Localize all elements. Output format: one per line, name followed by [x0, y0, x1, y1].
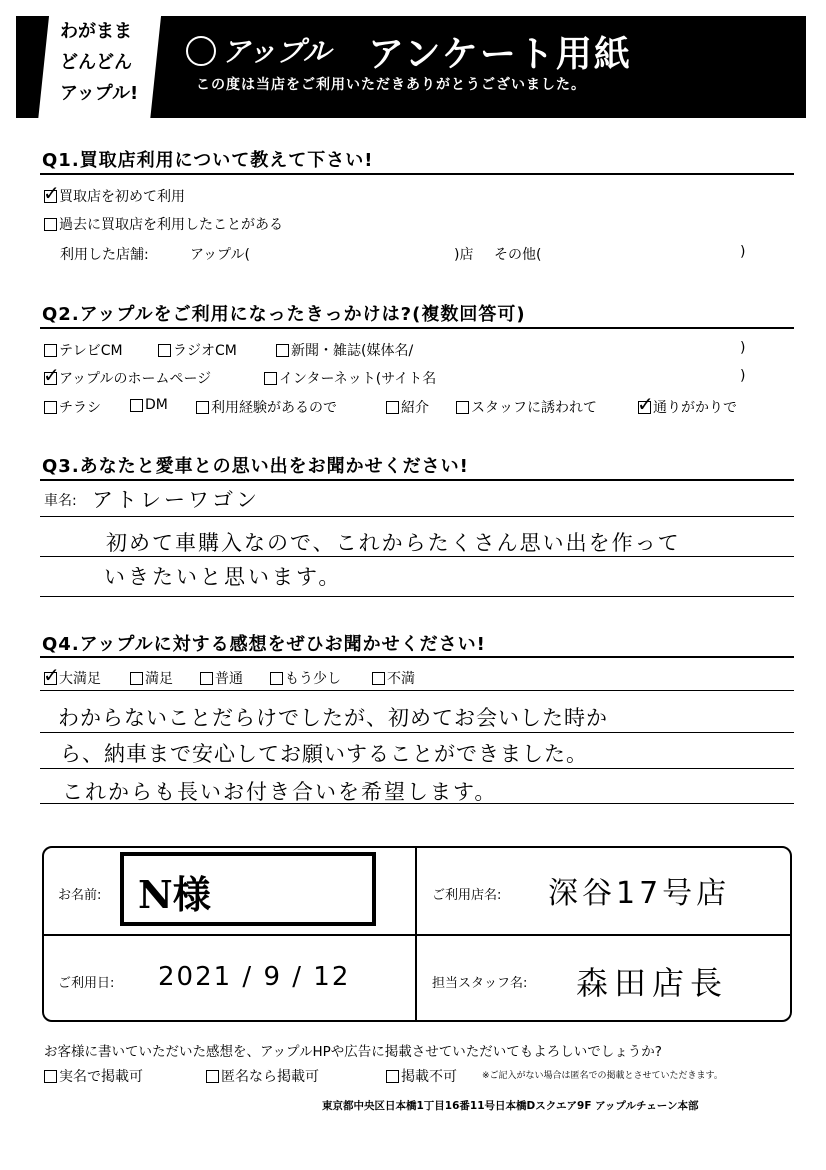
option-label: DM: [145, 397, 168, 413]
q2-option-radio[interactable]: [158, 340, 237, 360]
q1-store-prefix: 利用した店舗:: [60, 247, 149, 263]
option-label: アップルのホームページ: [59, 371, 212, 387]
q2-option-passing-by[interactable]: [637, 391, 737, 417]
badge-line-2: どんどん: [60, 52, 132, 73]
q1-rule: [40, 173, 794, 175]
info-box-hdivider: [44, 934, 790, 936]
checkbox[interactable]: [206, 1070, 219, 1083]
check-mark-icon: ✓: [637, 391, 654, 416]
q3-line-3: [40, 596, 794, 597]
checkbox[interactable]: [456, 401, 469, 414]
option-label: 掲載不可: [401, 1069, 457, 1085]
badge-line-1: わがまま: [60, 21, 132, 42]
checkbox[interactable]: [130, 399, 143, 412]
option-label: もう少し: [285, 671, 341, 687]
check-mark-icon: ✓: [43, 662, 60, 687]
checkbox[interactable]: [44, 401, 57, 414]
name-label: お名前:: [58, 888, 102, 903]
staff-value: 森田店長: [576, 964, 729, 1002]
checkbox[interactable]: [44, 218, 57, 231]
option-label: 匿名なら掲載可: [221, 1069, 319, 1085]
checkbox[interactable]: [158, 344, 171, 357]
option-label: 実名で掲載可: [59, 1069, 143, 1085]
checkbox[interactable]: [196, 401, 209, 414]
header-badge-text: [60, 16, 156, 109]
q1-store-apple-close: )店: [454, 247, 474, 263]
option-label: 新聞・雑誌(媒体名/: [291, 343, 414, 359]
option-label: 過去に買取店を利用したことがある: [59, 217, 283, 233]
q4-answer-line-1: わからないことだらけでしたが、初めてお会いした時か: [58, 706, 608, 730]
q1-store-other: その他(: [494, 247, 542, 263]
q4-line-1: [40, 690, 794, 691]
option-label: 不満: [387, 671, 415, 687]
q4-line-2: [40, 732, 794, 733]
checkbox[interactable]: [43, 180, 60, 205]
option-label: 満足: [145, 671, 173, 687]
date-label: ご利用日:: [58, 976, 115, 991]
q2-row1-close: ): [740, 340, 746, 356]
q2-option-tv[interactable]: [44, 340, 123, 360]
q1-title: Q1.買取店利用について教えて下さい!: [42, 150, 374, 171]
header-subtitle: この度は当店をご利用いただきありがとうございました。: [196, 77, 586, 93]
consent-question: お客様に書いていただいた感想を、アップルHPや広告に掲載させていただいてもよろしいでしょうか?: [44, 1044, 662, 1060]
staff-label: 担当スタッフ名:: [432, 976, 528, 991]
option-label: ラジオCM: [173, 343, 237, 359]
option-label: 紹介: [401, 400, 429, 416]
q2-option-newspaper[interactable]: [276, 340, 413, 360]
checkbox[interactable]: [386, 1070, 399, 1083]
q4-rule: [40, 656, 794, 658]
footer-address: 東京都中央区日本橋1丁目16番11号日本橋Dスクエア9F アップルチェーン本部: [322, 1100, 699, 1112]
q2-rule: [40, 327, 794, 329]
q3-answer-line-2: いきたいと思います。: [104, 565, 343, 589]
check-mark-icon: ✓: [43, 180, 60, 205]
q2-option-dm[interactable]: [130, 397, 168, 413]
q2-option-referral[interactable]: [386, 397, 429, 417]
checkbox[interactable]: [637, 391, 654, 416]
q3-rule: [40, 479, 794, 481]
q1-option-first-time[interactable]: [43, 180, 185, 206]
option-label: チラシ: [59, 400, 101, 416]
q1-option-used-before[interactable]: [44, 214, 283, 234]
q2-option-experience[interactable]: [196, 397, 337, 417]
q4-answer-line-3: これからも長いお付き合いを希望します。: [62, 780, 498, 804]
q2-title: Q2.アップルをご利用になったきっかけは?(複数回答可): [42, 304, 526, 325]
q4-title: Q4.アップルに対する感想をぜひお聞かせください!: [42, 634, 486, 655]
name-value: N様: [138, 872, 211, 917]
option-label: 普通: [215, 671, 243, 687]
car-name-value: アトレーワゴン: [92, 488, 260, 512]
badge-line-3: アップル!: [60, 83, 139, 104]
q4-option-normal[interactable]: [200, 668, 243, 688]
q4-option-very-satisfied[interactable]: [43, 662, 101, 688]
checkbox[interactable]: [372, 672, 385, 685]
option-label: インターネット(サイト名: [279, 371, 437, 387]
q2-option-flyer[interactable]: [44, 397, 101, 417]
form-title: アンケート用紙: [368, 34, 632, 75]
q3-answer-line-1: 初めて車購入なので、これからたくさん思い出を作って: [106, 531, 681, 555]
q1-store-apple: アップル(: [190, 247, 250, 263]
checkbox[interactable]: [270, 672, 283, 685]
checkbox[interactable]: [43, 662, 60, 687]
checkbox[interactable]: [130, 672, 143, 685]
check-mark-icon: ✓: [43, 362, 60, 387]
q2-option-staff[interactable]: [456, 397, 597, 417]
checkbox[interactable]: [200, 672, 213, 685]
q3-line-1: [40, 516, 794, 517]
checkbox[interactable]: [44, 1070, 57, 1083]
checkbox[interactable]: [264, 372, 277, 385]
q4-option-dissatisfied[interactable]: [372, 668, 415, 688]
checkbox[interactable]: [44, 344, 57, 357]
option-label: 買取店を初めて利用: [59, 189, 185, 205]
q2-option-homepage[interactable]: [43, 362, 212, 388]
consent-anonymous[interactable]: [206, 1066, 319, 1086]
q4-option-satisfied[interactable]: [130, 668, 173, 688]
q4-option-little-more[interactable]: [270, 668, 341, 688]
checkbox[interactable]: [276, 344, 289, 357]
q2-row2-close: ): [740, 368, 746, 384]
store-value: 深谷17号店: [548, 876, 731, 911]
q4-answer-line-2: ら、納車まで安心してお願いすることができました。: [60, 742, 588, 766]
option-label: 通りがかりで: [653, 400, 737, 416]
q4-line-3: [40, 768, 794, 769]
checkbox[interactable]: [386, 401, 399, 414]
q3-line-2: [40, 556, 794, 557]
q1-store-other-close: ): [740, 244, 746, 260]
store-label: ご利用店名:: [432, 888, 502, 903]
consent-not-allowed[interactable]: [386, 1066, 457, 1086]
option-label: 利用経験があるので: [211, 400, 337, 416]
q3-title: Q3.あなたと愛車との思い出をお聞かせください!: [42, 456, 469, 477]
consent-real-name[interactable]: [44, 1066, 143, 1086]
date-value: 2021 / 9 / 12: [158, 962, 351, 992]
consent-note: ※ご記入がない場合は匿名での掲載とさせていただきます。: [482, 1071, 723, 1081]
option-label: スタッフに誘われて: [471, 400, 597, 416]
q4-line-4: [40, 803, 794, 804]
option-label: 大満足: [59, 671, 101, 687]
car-name-label: 車名:: [44, 493, 77, 509]
logo-text: アップル: [222, 35, 331, 68]
q2-option-internet[interactable]: [264, 368, 436, 388]
apple-logo-icon: [186, 36, 216, 66]
option-label: テレビCM: [59, 343, 123, 359]
checkbox[interactable]: [43, 362, 60, 387]
